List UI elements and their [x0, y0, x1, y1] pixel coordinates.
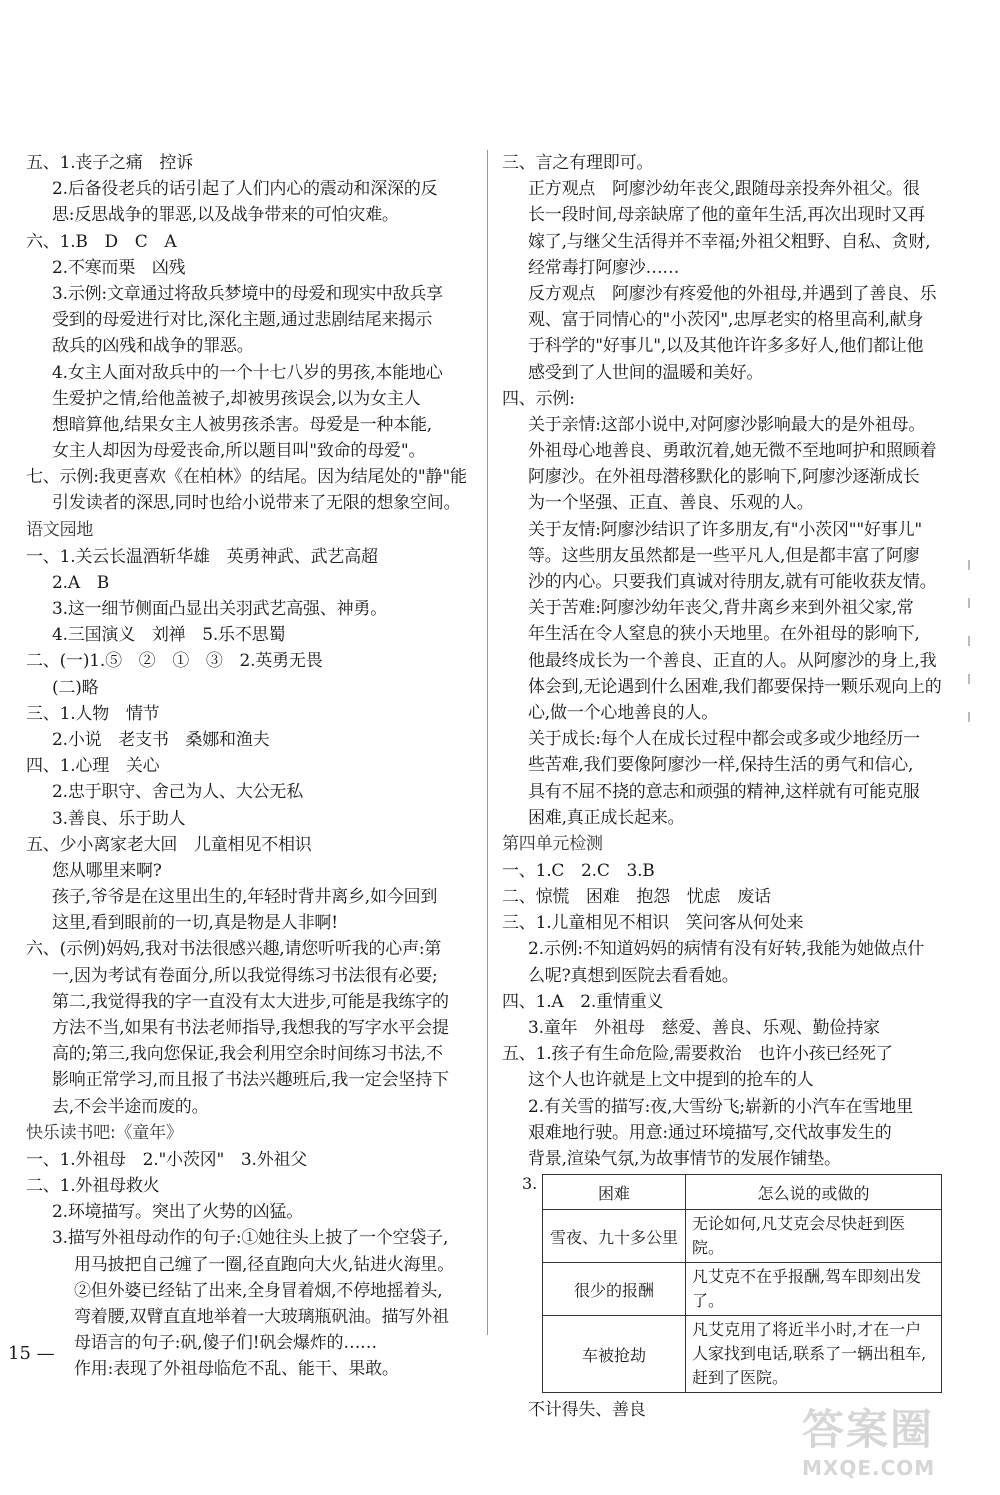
answer-line: 一、1.C 2.C 3.B	[502, 860, 655, 881]
answer-line: 四、示例:	[502, 388, 575, 409]
answer-line: 方法不当,如果有书法老师指导,我想我的写字水平会提	[52, 1018, 449, 1038]
answer-line: 2.A B	[52, 572, 109, 593]
answer-line: 用马披把自己缠了一圈,径直跑向大火,钻进火海里。	[74, 1254, 455, 1275]
table-header-action: 怎么说的或做的	[686, 1175, 942, 1210]
left-column	[26, 150, 478, 1382]
answer-line: 一,因为考试有卷面分,所以我觉得练习书法很有必要;	[52, 965, 438, 986]
watermark-cn: 答案圈	[802, 1405, 935, 1454]
answer-line: 作用:表现了外祖母临危不乱、能干、果敢。	[74, 1359, 399, 1380]
answer-line: 这个人也许就是上文中提到的抢车的人	[528, 1070, 814, 1091]
table-cell-difficulty: 雪夜、九十多公里	[543, 1210, 686, 1263]
answer-line: 感受到了人世间的温暖和美好。	[528, 362, 764, 383]
answer-line: 第二,我觉得我的字一直没有太大进步,可能是我练字的	[52, 991, 449, 1012]
table-cell-action: 凡艾克用了将近半小时,才在一户人家找到电话,联系了一辆出租车,赶到了医院。	[686, 1316, 942, 1393]
watermark-logo	[802, 1405, 992, 1489]
answer-line: 阿廖沙。在外祖母潜移默化的影响下,阿廖沙逐渐成长	[528, 467, 920, 488]
answer-line: 四、1.心理 关心	[26, 756, 160, 777]
answer-line: 关于友情:阿廖沙结识了许多朋友,有"小茨冈""好事儿"	[528, 519, 923, 540]
answer-line: 二、(一)1.⑤ ② ① ③ 2.英勇无畏	[26, 651, 323, 672]
watermark-url: MXQE.COM	[802, 1456, 936, 1480]
table-cell-difficulty: 很少的报酬	[543, 1263, 686, 1316]
table-cell-action: 凡艾克不在乎报酬,驾车即刻出发了。	[686, 1263, 942, 1316]
answer-line: 背景,渲染气氛,为故事情节的发展作铺垫。	[528, 1148, 841, 1169]
answer-line: 四、1.A 2.重情重义	[502, 991, 664, 1012]
table-cell-difficulty: 车被抢劫	[543, 1316, 686, 1393]
table-number: 3.	[522, 1174, 538, 1194]
answer-line: 2.有关雪的描写:夜,大雪纷飞;崭新的小汽车在雪地里	[528, 1096, 913, 1117]
answer-line: 六、1.B D C A	[26, 231, 177, 252]
answer-line: 具有不屈不挠的意志和顽强的精神,这样就有可能克服	[528, 781, 920, 802]
answer-line: 引发读者的深思,同时也给小说带来了无限的想象空间。	[52, 493, 461, 514]
answer-line: 七、示例:我更喜欢《在柏林》的结尾。因为结尾处的"静"能	[26, 467, 467, 488]
answer-line: 等。这些朋友虽然都是一些平凡人,但是都丰富了阿廖	[528, 545, 920, 566]
answer-line: 三、言之有理即可。	[502, 153, 654, 173]
table-row	[543, 1316, 942, 1393]
answer-line: 弯着腰,双臂直直地举着一大玻璃瓶矾油。描写外祖	[74, 1306, 449, 1327]
answer-line: 2.小说 老支书 桑娜和渔夫	[52, 729, 270, 750]
answer-line: 2.后备役老兵的话引起了人们内心的震动和深深的反	[52, 179, 438, 200]
answer-line: 3.善良、乐于助人	[52, 808, 186, 829]
answer-line: 这里,看到眼前的一切,真是物是人非啊!	[52, 913, 338, 934]
table-row	[543, 1210, 942, 1263]
answer-line: 六、(示例)妈妈,我对书法很感兴趣,请您听听我的心声:第	[26, 939, 442, 960]
answer-line: ②但外婆已经钻了出来,全身冒着烟,不停地摇着头,	[74, 1280, 443, 1301]
answer-line: 4.女主人面对敌兵中的一个十七八岁的男孩,本能地心	[52, 362, 443, 383]
answer-line: 3.示例:文章通过将敌兵梦境中的母爱和现实中敌兵享	[52, 283, 443, 304]
answer-line: 女主人却因为母爱丧命,所以题目叫"致命的母爱"。	[52, 441, 426, 462]
answer-line: 正方观点 阿廖沙幼年丧父,跟随母亲投奔外祖父。很	[528, 179, 920, 200]
table-header-difficulty: 困难	[543, 1175, 686, 1210]
answer-line: 于科学的"好事儿",以及其他许许多多好人,他们都让他	[528, 336, 924, 357]
answer-line: 想暗算他,结果女主人被男孩杀害。母爱是一种本能,	[52, 414, 433, 435]
answer-line: 关于成长:每个人在成长过程中都会或多或少地经历一	[528, 729, 920, 750]
answer-table	[542, 1174, 942, 1393]
answer-line: 二、1.外祖母救火	[26, 1175, 160, 1196]
answer-line: 敌兵的凶残和战争的罪恶。	[52, 336, 254, 357]
answer-line: 高的;第三,我向您保证,我会利用空余时间练习书法,不	[52, 1044, 443, 1065]
table-body	[543, 1210, 942, 1393]
answer-line: 五、少小离家老大回 儿童相见不相识	[26, 834, 312, 855]
answer-line: 些苦难,我们要像阿廖沙一样,保持生活的勇气和信心,	[528, 755, 914, 776]
answer-line: 2.示例:不知道妈妈的病情有没有好转,我能为她做点什	[528, 939, 925, 960]
after-table-answer: 不计得失、善良	[528, 1400, 646, 1421]
answer-line: 孩子,爷爷是在这里出生的,年轻时背井离乡,如今回到	[52, 887, 438, 908]
answer-line: 五、1.孩子有生命危险,需要救治 也许小孩已经死了	[502, 1044, 893, 1065]
answer-line: 受到的母爱进行对比,深化主题,通过悲剧结尾来揭示	[52, 310, 433, 331]
column-divider	[487, 150, 488, 1335]
right-column	[502, 150, 947, 1423]
answer-line: 么呢?真想到医院去看看她。	[528, 965, 739, 986]
answer-line: 二、惊慌 困难 抱怨 忧虑 废话	[502, 887, 771, 908]
answer-line: 沙的内心。只要我们真诚对待朋友,就有可能收获友情。	[528, 572, 937, 592]
table-row	[543, 1263, 942, 1316]
answer-line: 经常毒打阿廖沙……	[528, 257, 680, 278]
table-cell-action: 无论如何,凡艾克会尽快赶到医院。	[686, 1210, 942, 1263]
answer-line: 困难,真正成长起来。	[528, 807, 685, 828]
answer-line: 关于亲情:这部小说中,对阿廖沙影响最大的是外祖母。	[528, 414, 926, 435]
answer-line: 您从哪里来啊?	[52, 860, 162, 881]
answer-line: 母语言的句子:矾,傻子们!矾会爆炸的……	[74, 1333, 377, 1354]
answer-line: 他最终成长为一个善良、正直的人。从阿廖沙的身上,我	[528, 650, 937, 671]
answer-line: 为一个坚强、正直、善良、乐观的人。	[528, 493, 814, 514]
answer-line: 4.三国演义 刘禅 5.乐不思蜀	[52, 625, 286, 646]
page-number: 15 —	[8, 1343, 55, 1364]
answer-line: 关于苦难:阿廖沙幼年丧父,背井离乡来到外祖父家,常	[528, 598, 914, 619]
answer-line: 2.不寒而栗 凶残	[52, 257, 186, 278]
answer-line: 长一段时间,母亲缺席了他的童年生活,再次出现时又再	[528, 205, 925, 226]
answer-line: 观、富于同情心的"小茨冈",忠厚老实的格里高利,献身	[528, 310, 924, 331]
answer-line: 体会到,无论遇到什么困难,我们都要保持一颗乐观向上的	[528, 676, 942, 697]
right-column-lines	[502, 150, 947, 1172]
answer-line: 一、1.外祖母 2."小茨冈" 3.外祖父	[26, 1149, 308, 1170]
scan-margin-marks	[968, 560, 972, 760]
answer-line: 影响正常学习,而且报了书法兴趣班后,我一定会坚持下	[52, 1070, 449, 1091]
answer-line: (二)略	[52, 677, 99, 698]
section-heading: 快乐读书吧:《童年》	[26, 1122, 183, 1143]
answer-line: 去,不会半途而废的。	[52, 1096, 209, 1117]
answer-line: 年生活在令人窒息的狭小天地里。在外祖母的影响下,	[528, 624, 920, 645]
answer-line: 思:反思战争的罪恶,以及战争带来的可怕灾难。	[52, 205, 399, 226]
answer-line: 3.这一细节侧面凸显出关羽武艺高强、神勇。	[52, 599, 388, 619]
section-heading: 第四单元检测	[502, 833, 603, 854]
answer-line: 艰难地行驶。用意:通过环境描写,交代故事发生的	[528, 1122, 892, 1143]
answer-line: 五、1.丧子之痛 控诉	[26, 153, 194, 173]
answer-line: 生爱护之情,给他盖被子,却被男孩误会,以为女主人	[52, 388, 421, 409]
answer-line: 嫁了,与继父生活得并不幸福;外祖父粗野、自私、贪财,	[528, 231, 931, 252]
answer-line: 心,做一个心地善良的人。	[528, 702, 719, 723]
answer-line: 3.童年 外祖母 慈爱、善良、乐观、勤俭持家	[528, 1018, 880, 1038]
answer-line: 三、1.儿童相见不相识 笑问客从何处来	[502, 913, 804, 934]
answer-line: 2.忠于职守、舍己为人、大公无私	[52, 782, 304, 803]
table-header-row	[543, 1175, 942, 1210]
section-heading: 语文园地	[26, 519, 94, 540]
answer-line: 反方观点 阿廖沙有疼爱他的外祖母,并遇到了善良、乐	[528, 283, 937, 304]
answer-line: 外祖母心地善良、勇敢沉着,她无微不至地呵护和照顾着	[528, 441, 937, 462]
answer-table-block	[524, 1174, 947, 1393]
answer-line: 2.环境描写。突出了火势的凶猛。	[52, 1202, 304, 1223]
answer-line: 3.描写外祖母动作的句子:①她往头上披了一个空袋子,	[52, 1228, 449, 1249]
answer-line: 三、1.人物 情节	[26, 703, 160, 724]
answer-line: 一、1.关云长温酒斩华雄 英勇神武、武艺高超	[26, 546, 378, 567]
